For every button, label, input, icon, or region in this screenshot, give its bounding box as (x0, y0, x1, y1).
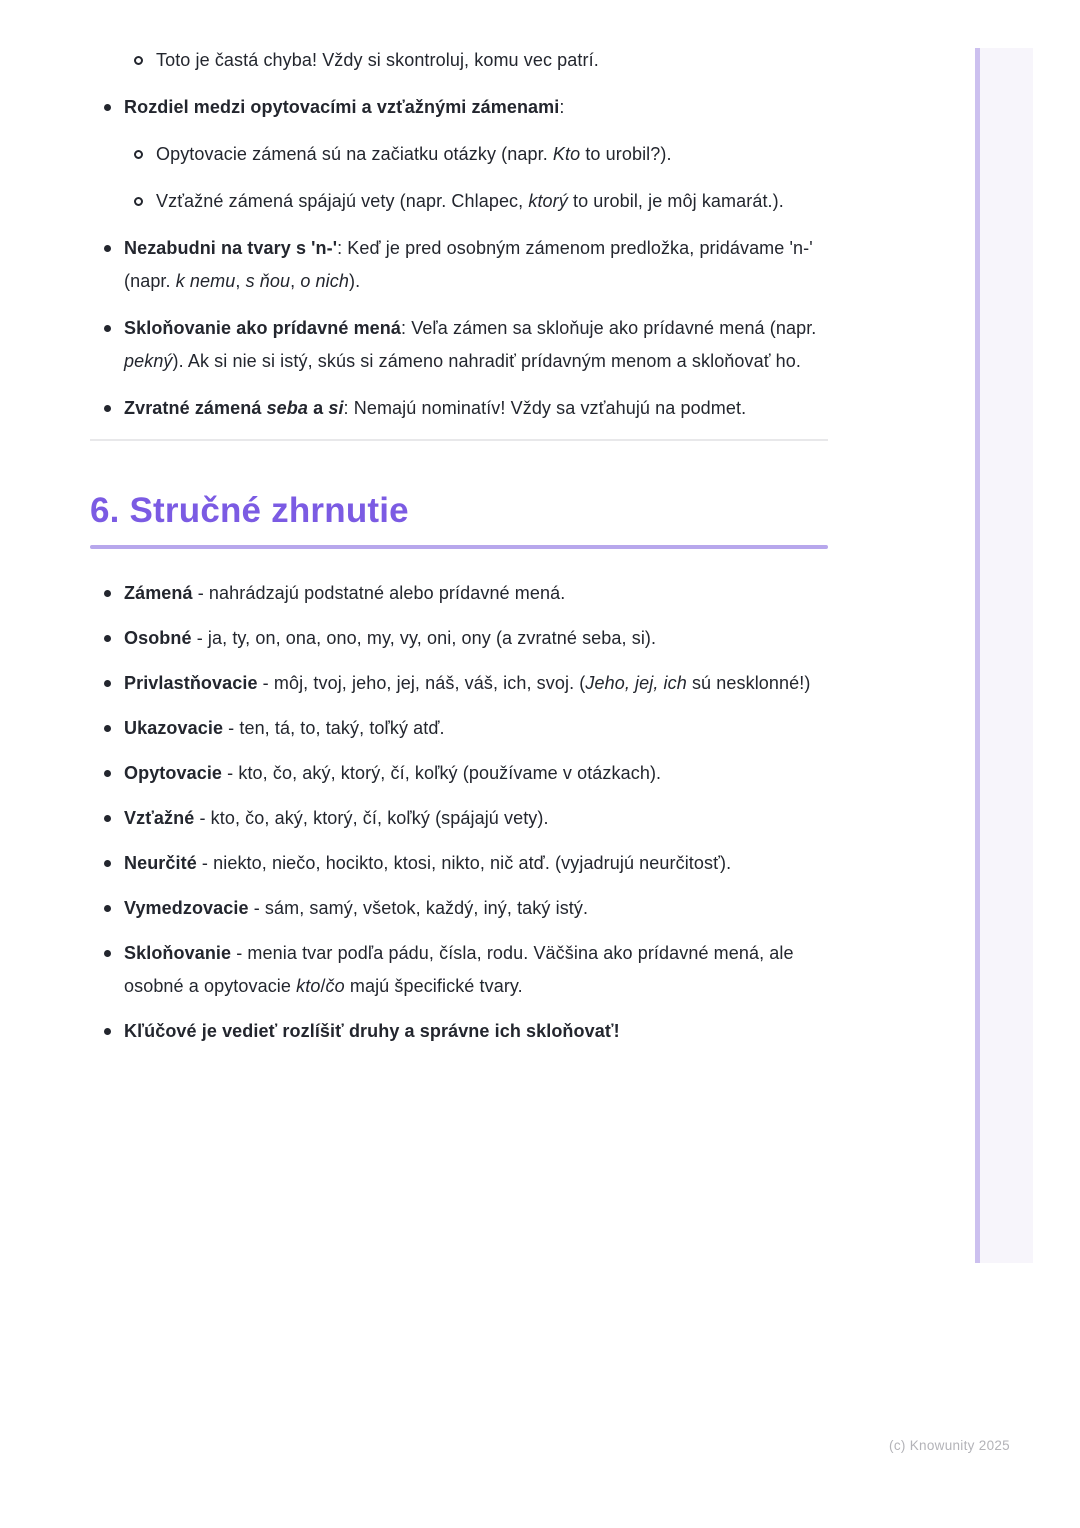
text-segment: Vzťažné zámená spájajú vety (napr. Chlapec, (156, 191, 529, 211)
list-item-text (124, 91, 828, 124)
text-segment: ). (348, 271, 361, 291)
list-item-text (156, 138, 828, 171)
list-item (90, 1015, 828, 1048)
footer-copyright: (c) Knowunity 2025 (889, 1438, 1010, 1453)
list-item-text (124, 1015, 828, 1048)
bullet-disc-icon (90, 577, 124, 610)
text-segment: : Veľa zámen sa skloňuje ako prídavné mená (napr. (401, 318, 817, 338)
text-segment: to urobil?). (580, 144, 672, 164)
text-segment: - kto, čo, aký, ktorý, čí, koľký (spájajú vety). (194, 808, 549, 828)
text-segment: Jeho, jej, ich (585, 673, 687, 693)
list-item (90, 138, 828, 171)
text-segment: s ňou (245, 271, 291, 291)
bullet-disc-icon (90, 312, 124, 378)
list-item-text (124, 312, 828, 378)
list-item (90, 622, 828, 655)
list-item (90, 232, 828, 298)
text-segment: Vzťažné (124, 808, 195, 828)
list-item (90, 185, 828, 218)
list-item-text (124, 892, 828, 925)
list-item (90, 667, 828, 700)
text-segment: Privlastňovacie (124, 673, 258, 693)
bullet-disc-icon (90, 847, 124, 880)
text-segment: Zvratné zámená (124, 398, 267, 418)
bullet-disc-icon (90, 892, 124, 925)
list-item-text (124, 757, 828, 790)
list-item (90, 577, 828, 610)
title-underline (90, 545, 828, 549)
text-segment: o nich (300, 271, 349, 291)
text-segment: - môj, tvoj, jeho, jej, náš, váš, ich, svoj. ( (257, 673, 586, 693)
list-item (90, 312, 828, 378)
text-segment: - nahrádzajú podstatné alebo prídavné mená. (192, 583, 566, 603)
bullet-disc-icon (90, 712, 124, 745)
list-item-text (124, 712, 828, 745)
bullet-circle-icon (122, 138, 156, 171)
list-item-text (156, 44, 828, 77)
summary-list (90, 577, 828, 1048)
text-segment: k nemu (175, 271, 236, 291)
bullet-disc-icon (90, 622, 124, 655)
text-segment: - ja, ty, on, ona, ono, my, vy, oni, ony (a zvratné seba, si). (191, 628, 657, 648)
text-segment: Osobné (124, 628, 192, 648)
text-segment: to urobil, je môj kamarát.). (567, 191, 784, 211)
right-accent-stripe (975, 48, 1033, 1263)
list-item-text (124, 802, 828, 835)
text-segment: majú špecifické tvary. (344, 976, 523, 996)
list-item (90, 44, 828, 77)
list-item-text (124, 392, 828, 425)
list-item (90, 847, 828, 880)
text-segment: , (235, 271, 246, 291)
list-item-text (124, 622, 828, 655)
text-segment: a (308, 398, 329, 418)
text-segment: - menia tvar podľa pádu, čísla, rodu. Väčšina ako prídavné mená, ale osobné a opytovacie (124, 943, 794, 996)
bullet-disc-icon (90, 1015, 124, 1048)
bullet-circle-icon (122, 44, 156, 77)
page-content (90, 44, 828, 1060)
text-segment: Opytovacie zámená sú na začiatku otázky (napr. (156, 144, 553, 164)
text-segment: : (559, 97, 565, 117)
text-segment: ). Ak si nie si istý, skús si zámeno nahradiť prídavným menom a skloňovať ho. (172, 351, 802, 371)
list-item (90, 712, 828, 745)
text-segment: Neurčité (124, 853, 197, 873)
text-segment: ktorý (528, 191, 568, 211)
text-segment: Skloňovanie ako prídavné mená (124, 318, 401, 338)
text-segment: Skloňovanie (124, 943, 232, 963)
text-segment: seba (266, 398, 308, 418)
text-segment: Toto je častá chyba! Vždy si skontroluj, komu vec patrí. (156, 50, 599, 70)
text-segment: - niekto, niečo, hocikto, ktosi, nikto, nič atď. (vyjadrujú neurčitosť). (196, 853, 732, 873)
text-segment: , (290, 271, 301, 291)
list-item (90, 892, 828, 925)
text-segment: Kľúčové je vedieť rozlíšiť druhy a správne ich skloňovať! (124, 1021, 620, 1041)
text-segment: sú nesklonné!) (686, 673, 811, 693)
bullet-disc-icon (90, 392, 124, 425)
text-segment: Ukazovacie (124, 718, 224, 738)
text-segment: si (328, 398, 344, 418)
list-item (90, 91, 828, 124)
bullet-disc-icon (90, 667, 124, 700)
text-segment: : Keď je pred osobným zámenom predložka, pridávame 'n-' (napr. (124, 238, 813, 291)
bullet-disc-icon (90, 802, 124, 835)
list-item-text (156, 185, 828, 218)
bullet-disc-icon (90, 757, 124, 790)
list-item-text (124, 937, 828, 1003)
text-segment: Kto (552, 144, 581, 164)
text-segment: : Nemajú nominatív! Vždy sa vzťahujú na podmet. (343, 398, 747, 418)
bullet-disc-icon (90, 937, 124, 1003)
text-segment: čo (325, 976, 345, 996)
text-segment: - ten, tá, to, taký, toľký atď. (223, 718, 445, 738)
text-segment: Rozdiel medzi opytovacími a vzťažnými zámenami (124, 97, 560, 117)
text-segment: kto (296, 976, 321, 996)
list-item (90, 757, 828, 790)
section-divider (90, 439, 828, 441)
list-item (90, 937, 828, 1003)
text-segment: - kto, čo, aký, ktorý, čí, koľký (používame v otázkach). (222, 763, 662, 783)
list-item-text (124, 847, 828, 880)
notes-list (90, 44, 828, 425)
section-title: 6. Stručné zhrnutie (90, 491, 409, 530)
list-item-text (124, 232, 828, 298)
text-segment: Vymedzovacie (124, 898, 249, 918)
text-segment: pekný (124, 351, 173, 371)
text-segment: / (320, 976, 326, 996)
bullet-circle-icon (122, 185, 156, 218)
text-segment: - sám, samý, všetok, každý, iný, taký istý. (248, 898, 589, 918)
list-item (90, 392, 828, 425)
text-segment: Nezabudni na tvary s 'n-' (124, 238, 338, 258)
list-item-text (124, 577, 828, 610)
list-item (90, 802, 828, 835)
text-segment: Opytovacie (124, 763, 223, 783)
bullet-disc-icon (90, 232, 124, 298)
list-item-text (124, 667, 828, 700)
bullet-disc-icon (90, 91, 124, 124)
text-segment: Zámená (124, 583, 193, 603)
